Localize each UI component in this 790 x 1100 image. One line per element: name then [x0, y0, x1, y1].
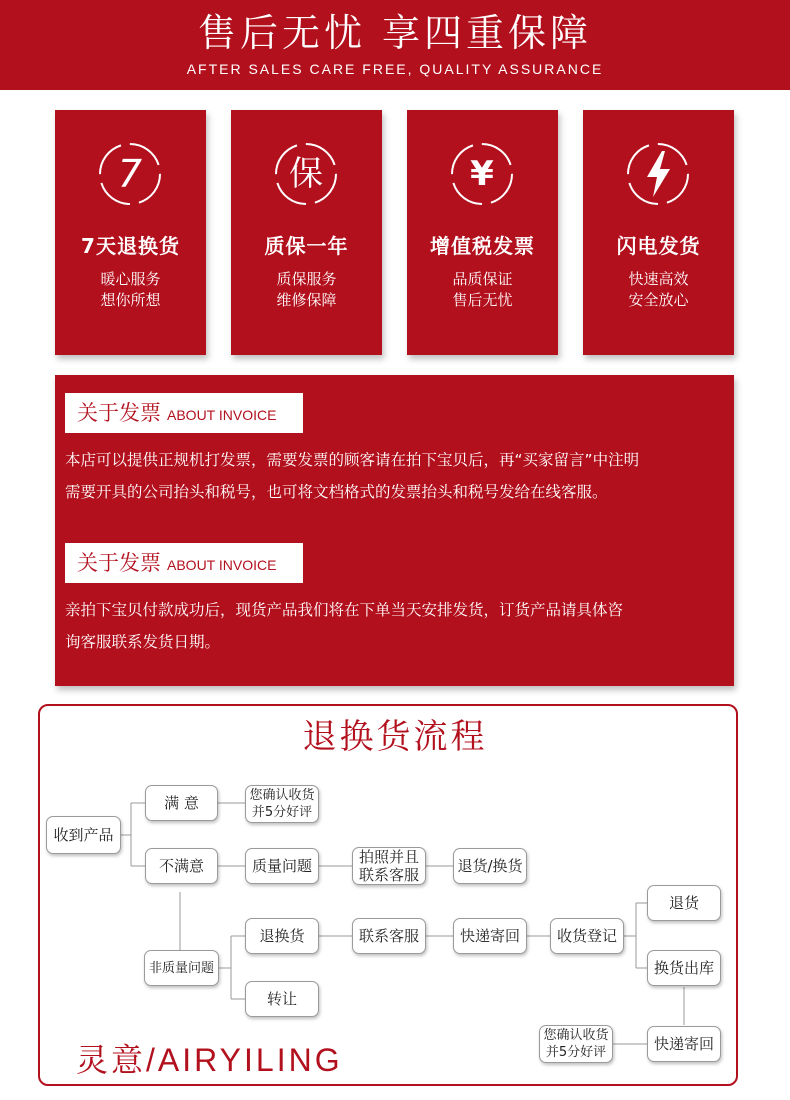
card-line-2: 维修保障	[276, 291, 337, 309]
node-express-send: 快递寄回	[453, 918, 527, 954]
invoice-paragraph	[65, 444, 733, 508]
yen-glyph: ¥	[470, 154, 494, 194]
warranty-glyph: 保	[289, 154, 323, 194]
card-fast-delivery	[583, 110, 734, 355]
shipping-heading-zh: 关于发票	[77, 551, 161, 575]
invoice-heading-zh: 关于发票	[77, 401, 161, 425]
warranty-icon	[273, 141, 339, 207]
node-confirm-receipt-2	[539, 1025, 613, 1063]
invoice-section	[55, 375, 734, 686]
card-title: 7天退换货	[81, 234, 180, 258]
node-return-or-exchange: 退货/换货	[453, 848, 527, 884]
node-exchange-out: 换货出库	[647, 950, 721, 986]
shipping-heading	[65, 543, 303, 583]
card-vat-invoice	[407, 110, 558, 355]
photo-line-1: 拍照并且	[358, 848, 419, 866]
card-line-2: 安全放心	[628, 291, 689, 309]
node-received-product: 收到产品	[46, 816, 121, 854]
seven-glyph: 7	[117, 152, 143, 196]
card-line-1: 暖心服务	[100, 270, 161, 288]
card-line-1: 快速高效	[628, 270, 689, 288]
seven-days-icon	[97, 141, 163, 207]
node-satisfied: 满 意	[145, 785, 218, 821]
node-return-exchange: 退换货	[245, 918, 319, 954]
card-seven-day-return	[55, 110, 206, 355]
invoice-heading-en: ABOUT INVOICE	[167, 407, 277, 423]
header-banner	[0, 0, 790, 90]
card-warranty	[231, 110, 382, 355]
invoice-line: 需要开具的公司抬头和税号，也可将文档格式的发票抬头和税号发给在线客服。	[65, 483, 608, 501]
node-photo-contact	[352, 847, 426, 885]
confirm2-line-1: 您确认收货	[543, 1028, 609, 1043]
lightning-icon	[625, 141, 691, 207]
card-line-1: 质保服务	[276, 270, 337, 288]
card-title: 增值税发票	[430, 234, 535, 258]
node-confirm-receipt	[245, 785, 319, 823]
photo-line-2: 联系客服	[358, 866, 419, 884]
node-receipt-register: 收货登记	[550, 918, 624, 954]
node-return-goods: 退货	[647, 885, 721, 921]
card-line-2: 想你所想	[100, 291, 161, 309]
shipping-paragraph	[65, 594, 733, 658]
shipping-line: 亲拍下宝贝付款成功后，现货产品我们将在下单当天安排发货，订货产品请具体咨	[65, 601, 624, 619]
card-title: 质保一年	[264, 234, 349, 258]
return-process-panel	[38, 704, 738, 1086]
node-non-quality-issue: 非质量问题	[144, 950, 219, 986]
node-transfer: 转让	[245, 981, 319, 1017]
node-unsatisfied: 不满意	[145, 848, 218, 884]
node-contact-service: 联系客服	[352, 918, 426, 954]
invoice-heading	[65, 393, 303, 433]
yen-icon	[449, 141, 515, 207]
node-quality-issue: 质量问题	[245, 848, 319, 884]
shipping-line: 询客服联系发货日期。	[65, 633, 221, 651]
node-express-back: 快递寄回	[647, 1026, 721, 1062]
confirm-line-2: 并5分好评	[251, 805, 313, 820]
shipping-heading-en: ABOUT INVOICE	[167, 557, 277, 573]
confirm2-line-2: 并5分好评	[545, 1045, 607, 1060]
card-line-2: 售后无忧	[452, 291, 513, 309]
invoice-line: 本店可以提供正规机打发票，需要发票的顾客请在拍下宝贝后，再“买家留言”中注明	[65, 451, 640, 469]
confirm-line-1: 您确认收货	[249, 788, 315, 803]
page-subtitle: AFTER SALES CARE FREE, QUALITY ASSURANCE	[186, 61, 604, 77]
brand-name: 灵意/AIRYILING	[76, 1042, 343, 1078]
card-line-1: 品质保证	[452, 270, 513, 288]
card-title: 闪电发货	[616, 234, 701, 258]
page-title: 售后无忧 享四重保障	[197, 11, 593, 55]
process-title: 退换货流程	[302, 717, 488, 757]
